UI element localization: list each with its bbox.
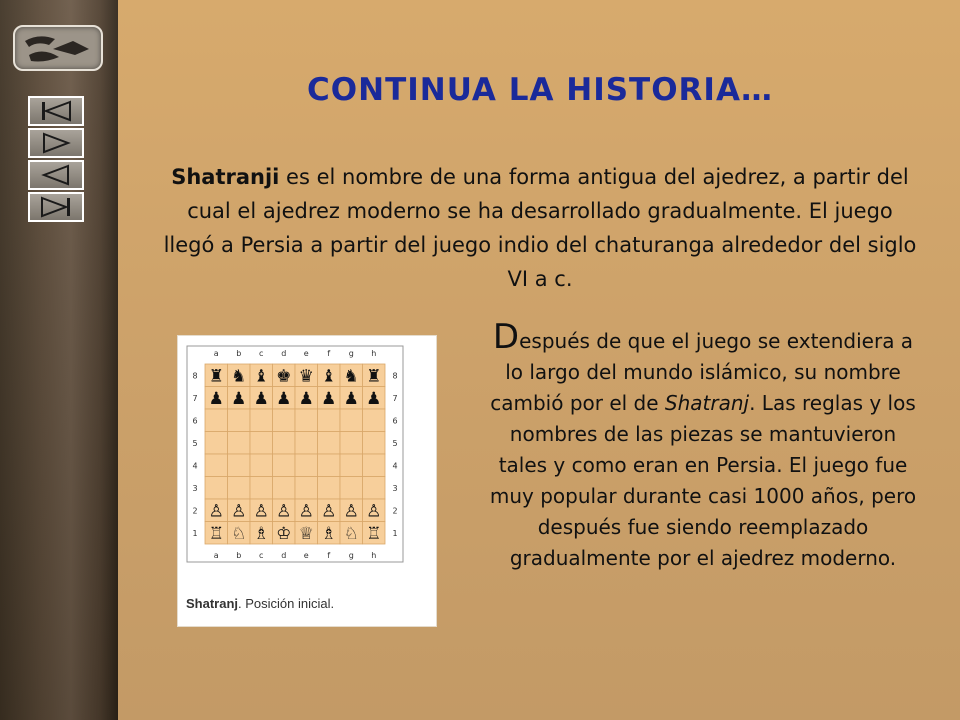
rank-label-right: 8 bbox=[392, 371, 398, 381]
chess-piece: ♟ bbox=[343, 388, 359, 409]
slide-nav bbox=[28, 96, 86, 224]
rank-label-right: 7 bbox=[392, 393, 398, 403]
board-square bbox=[295, 432, 318, 455]
board-square bbox=[205, 409, 228, 432]
board-square bbox=[205, 432, 228, 455]
board-square bbox=[228, 409, 251, 432]
file-label-top: h bbox=[371, 349, 377, 358]
board-square bbox=[295, 454, 318, 477]
board-square bbox=[228, 477, 251, 500]
board-square bbox=[273, 477, 296, 500]
figure-caption-text: . Posición inicial. bbox=[238, 596, 335, 611]
chess-piece: ♘ bbox=[343, 523, 359, 544]
chess-piece: ♙ bbox=[343, 501, 359, 522]
board-square bbox=[363, 477, 386, 500]
file-label-top: f bbox=[327, 349, 331, 358]
chessboard bbox=[178, 336, 436, 626]
file-label-bottom: g bbox=[348, 551, 354, 560]
board-square bbox=[363, 432, 386, 455]
last-slide-icon bbox=[36, 196, 76, 218]
sidebar bbox=[0, 0, 118, 720]
file-label-top: e bbox=[303, 349, 309, 358]
next-slide-button[interactable] bbox=[28, 128, 84, 158]
last-slide-button[interactable] bbox=[28, 192, 84, 222]
rank-label-left: 8 bbox=[192, 371, 198, 381]
chess-piece: ♟ bbox=[253, 388, 269, 409]
board-square bbox=[228, 454, 251, 477]
file-label-bottom: h bbox=[371, 551, 377, 560]
rank-label-left: 4 bbox=[192, 461, 198, 471]
chess-piece: ♝ bbox=[321, 366, 337, 387]
board-square bbox=[273, 409, 296, 432]
chess-piece: ♕ bbox=[298, 523, 314, 544]
file-label-top: a bbox=[213, 349, 219, 358]
board-square bbox=[363, 409, 386, 432]
file-label-top: d bbox=[281, 349, 287, 358]
board-square bbox=[318, 454, 341, 477]
chess-piece: ♟ bbox=[276, 388, 292, 409]
prev-slide-icon bbox=[36, 164, 76, 186]
board-square bbox=[228, 432, 251, 455]
figure-caption bbox=[186, 596, 334, 611]
chess-piece: ♙ bbox=[321, 501, 337, 522]
rank-label-right: 5 bbox=[392, 438, 398, 448]
chess-piece: ♗ bbox=[253, 523, 269, 544]
chess-piece: ♗ bbox=[321, 523, 337, 544]
board-square bbox=[318, 409, 341, 432]
board-square bbox=[205, 477, 228, 500]
chess-piece: ♜ bbox=[208, 366, 224, 387]
chess-piece: ♝ bbox=[253, 366, 269, 387]
history-italic-term: Shatranj bbox=[664, 391, 750, 415]
board-square bbox=[363, 454, 386, 477]
board-square bbox=[205, 454, 228, 477]
board-square bbox=[250, 454, 273, 477]
file-label-bottom: f bbox=[327, 551, 331, 560]
chess-piece: ♔ bbox=[276, 523, 292, 544]
chess-piece: ♟ bbox=[208, 388, 224, 409]
chess-piece: ♞ bbox=[343, 366, 359, 387]
chess-piece: ♞ bbox=[231, 366, 247, 387]
figure-caption-bold: Shatranj bbox=[186, 596, 239, 611]
rank-label-left: 2 bbox=[192, 506, 198, 516]
rank-label-right: 1 bbox=[392, 528, 398, 538]
first-slide-button[interactable] bbox=[28, 96, 84, 126]
chess-piece: ♟ bbox=[366, 388, 382, 409]
rank-label-left: 7 bbox=[192, 393, 198, 403]
file-label-bottom: e bbox=[303, 551, 309, 560]
rank-label-left: 1 bbox=[192, 528, 198, 538]
page-title: CONTINUA LA HISTORIA… bbox=[307, 72, 773, 108]
rank-label-left: 3 bbox=[192, 483, 198, 493]
chess-piece: ♖ bbox=[366, 523, 382, 544]
prev-slide-button[interactable] bbox=[28, 160, 84, 190]
file-label-bottom: d bbox=[281, 551, 287, 560]
file-label-top: c bbox=[259, 349, 264, 358]
board-square bbox=[273, 432, 296, 455]
chess-piece: ♟ bbox=[321, 388, 337, 409]
drop-cap: D bbox=[492, 317, 520, 357]
chess-piece: ♘ bbox=[231, 523, 247, 544]
chess-piece: ♙ bbox=[298, 501, 314, 522]
rank-label-right: 6 bbox=[392, 416, 398, 426]
file-label-top: b bbox=[236, 349, 242, 358]
history-paragraph bbox=[488, 317, 918, 574]
chessboard-figure bbox=[178, 336, 436, 626]
history-text-2: . Las reglas y los nombres de las piezas se mantuvieron tales y como eran en Persia. El juego fue muy popular durante casi 1000 años, pero después fue siendo reemplazado gradualmente por el ajedrez moderno. bbox=[489, 391, 917, 570]
chess-piece: ♜ bbox=[366, 366, 382, 387]
chess-piece: ♙ bbox=[276, 501, 292, 522]
chess-piece: ♟ bbox=[231, 388, 247, 409]
rank-label-left: 5 bbox=[192, 438, 198, 448]
file-label-bottom: b bbox=[236, 551, 242, 560]
board-square bbox=[340, 432, 363, 455]
board-square bbox=[273, 454, 296, 477]
rank-label-left: 6 bbox=[192, 416, 198, 426]
first-slide-icon bbox=[36, 100, 76, 122]
board-square bbox=[340, 454, 363, 477]
next-slide-icon bbox=[36, 132, 76, 154]
chess-piece: ♙ bbox=[231, 501, 247, 522]
file-label-bottom: a bbox=[213, 551, 219, 560]
board-square bbox=[250, 477, 273, 500]
file-label-top: g bbox=[348, 349, 354, 358]
intro-text: es el nombre de una forma antigua del ajedrez, a partir del cual el ajedrez moderno se ha desarrollado gradualmente. El juego llegó a Persia a partir del juego indio del chaturanga alrededor del siglo VI a c. bbox=[163, 165, 917, 291]
file-label-bottom: c bbox=[259, 551, 264, 560]
rank-label-right: 4 bbox=[392, 461, 398, 471]
board-square bbox=[340, 409, 363, 432]
board-square bbox=[340, 477, 363, 500]
board-square bbox=[250, 432, 273, 455]
chess-piece: ♙ bbox=[208, 501, 224, 522]
intro-paragraph bbox=[160, 160, 920, 296]
board-square bbox=[250, 409, 273, 432]
logo bbox=[13, 25, 103, 71]
rank-label-right: 3 bbox=[392, 483, 398, 493]
chess-piece: ♖ bbox=[208, 523, 224, 544]
board-square bbox=[295, 477, 318, 500]
chess-piece: ♟ bbox=[298, 388, 314, 409]
chess-piece: ♚ bbox=[276, 366, 292, 387]
board-square bbox=[295, 409, 318, 432]
board-square bbox=[318, 477, 341, 500]
history-text-1: espués de que el juego se extendiera a lo largo del mundo islámico, su nombre cambió por el de bbox=[490, 329, 914, 415]
logo-mark-icon bbox=[15, 27, 101, 69]
intro-bold-term: Shatranji bbox=[171, 165, 280, 189]
chess-piece: ♛ bbox=[298, 366, 314, 387]
board-square bbox=[318, 432, 341, 455]
chess-piece: ♙ bbox=[366, 501, 382, 522]
chess-piece: ♙ bbox=[253, 501, 269, 522]
rank-label-right: 2 bbox=[392, 506, 398, 516]
